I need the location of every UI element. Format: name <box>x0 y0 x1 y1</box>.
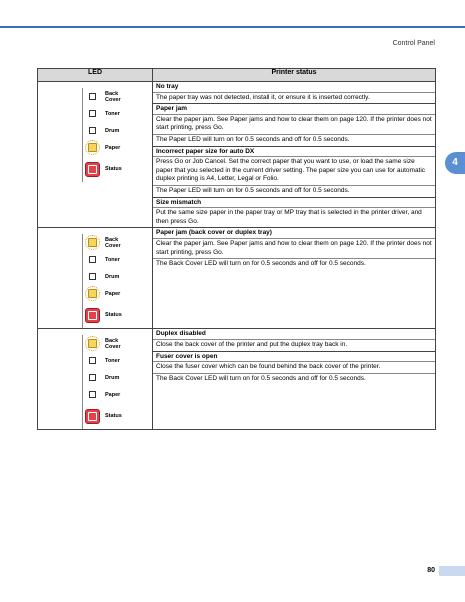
page-number: 80 <box>427 567 435 574</box>
led-label: Status <box>105 413 122 420</box>
status-text: The Paper LED will turn on for 0.5 seconds and off for 0.5 seconds. <box>153 134 435 146</box>
led-paper <box>83 386 152 403</box>
led-label-line: Cover <box>105 242 121 249</box>
table-row <box>38 82 436 228</box>
led-indicator <box>83 287 105 300</box>
led-back-cover <box>83 335 152 352</box>
led-label: Drum <box>105 273 120 280</box>
led-label: Paper <box>105 144 121 151</box>
led-cell <box>38 329 153 430</box>
led-panel <box>82 88 152 182</box>
table-row <box>38 228 436 329</box>
chapter-tab: 4 <box>445 152 465 174</box>
led-drum <box>83 268 152 285</box>
status-text: Put the same size paper in the paper tray or MP tray that is selected in the printer driver, and then press Go. <box>156 209 422 225</box>
led-back-cover <box>83 234 152 251</box>
led-blinking-icon <box>88 238 97 247</box>
status-block <box>153 198 435 228</box>
led-label: Paper <box>105 290 121 297</box>
led-label <box>105 91 121 103</box>
led-label: Toner <box>105 256 120 263</box>
led-label: Status <box>105 312 122 319</box>
led-panel <box>82 234 152 328</box>
led-indicator <box>83 371 105 384</box>
led-label <box>105 338 121 350</box>
status-text: The paper tray was not detected, install it, or ensure it is inserted correctly. <box>156 93 370 101</box>
status-text: Press Go or Job Cancel. Set the correct paper that you want to use, or load the same size paper that you selected in the current driver setting. The paper size you can use for automatic duplex printing is A4, Letter, Legal or Folio. <box>156 158 426 183</box>
led-drum <box>83 122 152 139</box>
led-indicator <box>83 410 105 423</box>
status-title: No tray <box>153 82 435 93</box>
led-off-icon <box>89 110 96 117</box>
led-label: Status <box>105 166 122 172</box>
led-status <box>83 403 152 429</box>
led-label-line: Back <box>105 337 119 344</box>
status-block <box>153 104 435 146</box>
table-row <box>38 329 436 430</box>
status-text: The Paper LED will turn on for 0.5 seconds and off for 0.5 seconds. <box>153 185 435 197</box>
status-title: Paper jam (back cover or duplex tray) <box>153 228 435 239</box>
led-indicator <box>83 354 105 367</box>
led-label <box>105 237 121 249</box>
status-cell <box>153 82 436 228</box>
led-indicator <box>83 337 105 350</box>
led-label: Drum <box>105 374 120 381</box>
led-indicator <box>83 163 105 176</box>
led-paper <box>83 285 152 302</box>
led-red-on-icon <box>85 162 100 177</box>
led-off-icon <box>89 357 96 364</box>
status-text: Clear the paper jam. See Paper jams and how to clear them on page 120. If the printer does not start printing, press Go. <box>156 239 432 256</box>
status-block <box>153 228 435 269</box>
led-paper <box>83 139 152 156</box>
status-text: Clear the paper jam. See Paper jams and how to clear them on page 120. If the printer does not start printing, press Go. <box>156 115 432 132</box>
led-red-on-icon <box>85 308 100 323</box>
led-indicator <box>83 124 105 137</box>
led-off-icon <box>89 256 96 263</box>
led-back-cover <box>83 88 152 105</box>
header-rule <box>0 26 465 28</box>
led-label: Paper <box>105 391 121 398</box>
status-block <box>153 147 435 198</box>
led-indicator <box>83 253 105 266</box>
led-indicator <box>83 141 105 154</box>
led-label: Drum <box>105 127 120 134</box>
led-label: Toner <box>105 110 120 117</box>
status-text: Close the fuser cover which can be found behind the back cover of the printer. <box>156 363 381 371</box>
status-text: The Back Cover LED will turn on for 0.5 seconds and off for 0.5 seconds. <box>153 373 435 385</box>
status-block <box>153 82 435 104</box>
status-column-header: Printer status <box>153 69 436 82</box>
led-off-icon <box>89 391 96 398</box>
led-off-icon <box>89 374 96 381</box>
led-off-icon <box>89 127 96 134</box>
led-label-line: Cover <box>105 343 121 350</box>
led-indicator <box>83 236 105 249</box>
led-toner <box>83 251 152 268</box>
led-status <box>83 302 152 328</box>
led-drum <box>83 369 152 386</box>
status-title: Duplex disabled <box>153 329 435 340</box>
led-indicator <box>83 309 105 322</box>
status-block <box>153 352 435 385</box>
led-off-icon <box>89 93 96 100</box>
status-cell <box>153 329 436 430</box>
status-text: The Back Cover LED will turn on for 0.5 seconds and off for 0.5 seconds. <box>153 258 435 270</box>
table-body <box>38 82 436 430</box>
led-label-line: Back <box>105 236 119 243</box>
led-label-line: Cover <box>105 96 121 103</box>
led-indicator <box>83 388 105 401</box>
status-title: Paper jam <box>153 104 435 115</box>
led-red-on-icon <box>85 409 100 424</box>
led-blinking-icon <box>88 339 97 348</box>
led-cell <box>38 82 153 228</box>
led-indicator <box>83 107 105 120</box>
led-blinking-icon <box>88 143 97 152</box>
led-column-header: LED <box>38 69 153 82</box>
status-text: Close the back cover of the printer and put the duplex tray back in. <box>156 340 348 348</box>
led-status-table <box>37 68 436 430</box>
led-indicator <box>83 90 105 103</box>
status-title: Size mismatch <box>153 198 435 209</box>
led-blinking-icon <box>88 289 97 298</box>
table-header-row <box>38 69 436 82</box>
led-cell <box>38 228 153 329</box>
status-title: Fuser cover is open <box>153 352 435 363</box>
led-label-line: Back <box>105 90 119 97</box>
led-label: Toner <box>105 357 120 364</box>
status-cell <box>153 228 436 329</box>
led-off-icon <box>89 273 96 280</box>
led-panel <box>82 335 152 429</box>
page-number-bar <box>439 566 465 576</box>
led-toner <box>83 105 152 122</box>
led-status <box>83 156 152 182</box>
section-title: Control Panel <box>392 40 435 47</box>
led-toner <box>83 352 152 369</box>
status-block <box>153 329 435 351</box>
led-indicator <box>83 270 105 283</box>
status-title: Incorrect paper size for auto DX <box>153 147 435 158</box>
